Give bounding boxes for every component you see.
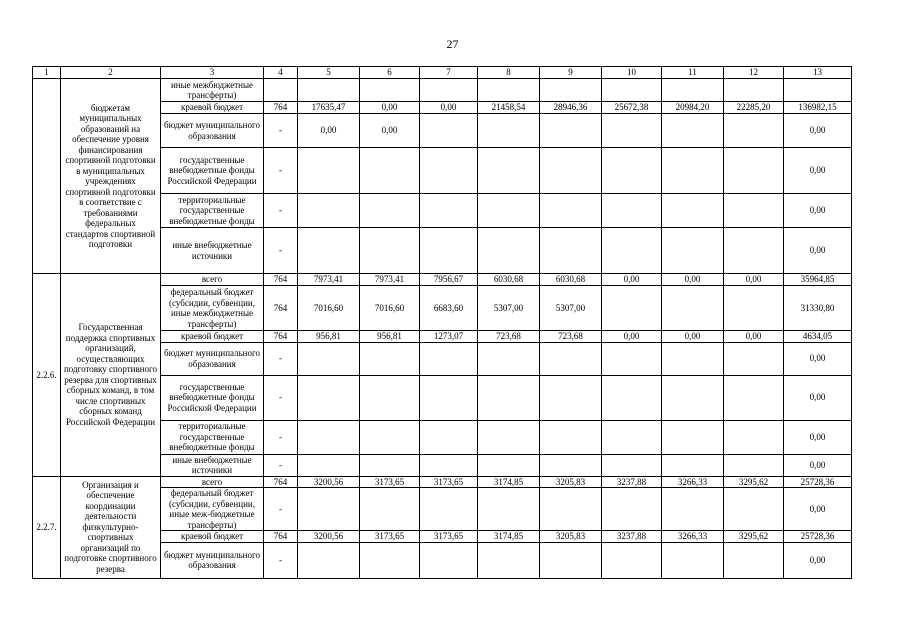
funding-source: государственные внебюджетные фонды Российской Федерации bbox=[161, 148, 264, 194]
amount-cell bbox=[602, 542, 662, 578]
amount-cell bbox=[540, 148, 602, 194]
amount-cell: 5307,00 bbox=[540, 286, 602, 331]
amount-cell bbox=[724, 114, 784, 148]
amount-cell: 3173,65 bbox=[420, 531, 478, 543]
column-header: 7 bbox=[420, 67, 478, 79]
column-header: 5 bbox=[298, 67, 360, 79]
amount-cell: 0,00 bbox=[784, 342, 852, 375]
budget-code: - bbox=[264, 542, 298, 578]
amount-cell bbox=[602, 114, 662, 148]
amount-cell: 35964,85 bbox=[784, 274, 852, 286]
item-name: Организация и обеспечение координации деятельности физкультурно-спортивных организаций по подготовке спортивного резерва bbox=[61, 476, 161, 578]
amount-cell: 17635,47 bbox=[298, 102, 360, 114]
amount-cell: 0,00 bbox=[784, 454, 852, 476]
amount-cell: 3174,85 bbox=[478, 476, 540, 488]
amount-cell bbox=[478, 420, 540, 454]
amount-cell bbox=[540, 79, 602, 102]
amount-cell bbox=[662, 148, 724, 194]
funding-source: краевой бюджет bbox=[161, 531, 264, 543]
amount-cell bbox=[420, 454, 478, 476]
amount-cell: 956,81 bbox=[298, 331, 360, 343]
funding-source: бюджет муниципального образования bbox=[161, 342, 264, 375]
amount-cell bbox=[602, 420, 662, 454]
amount-cell: 956,81 bbox=[360, 331, 420, 343]
amount-cell bbox=[724, 148, 784, 194]
amount-cell bbox=[420, 420, 478, 454]
budget-code: - bbox=[264, 375, 298, 420]
amount-cell bbox=[540, 194, 602, 228]
amount-cell: 6030,68 bbox=[540, 274, 602, 286]
budget-code: - bbox=[264, 148, 298, 194]
amount-cell bbox=[724, 542, 784, 578]
amount-cell bbox=[420, 148, 478, 194]
amount-cell bbox=[662, 375, 724, 420]
amount-cell bbox=[420, 375, 478, 420]
funding-source: федеральный бюджет (субсидии, субвенции, иные меж-бюджетные трансферты) bbox=[161, 488, 264, 531]
column-header: 13 bbox=[784, 67, 852, 79]
amount-cell bbox=[724, 488, 784, 531]
amount-cell bbox=[602, 148, 662, 194]
amount-cell bbox=[298, 420, 360, 454]
budget-code: - bbox=[264, 420, 298, 454]
table-row bbox=[33, 476, 852, 488]
amount-cell bbox=[662, 79, 724, 102]
amount-cell bbox=[540, 342, 602, 375]
amount-cell bbox=[360, 454, 420, 476]
budget-code: 764 bbox=[264, 331, 298, 343]
amount-cell: 723,68 bbox=[540, 331, 602, 343]
amount-cell bbox=[420, 114, 478, 148]
amount-cell bbox=[540, 488, 602, 531]
amount-cell: 31330,80 bbox=[784, 286, 852, 331]
amount-cell: 3173,65 bbox=[360, 476, 420, 488]
column-header: 12 bbox=[724, 67, 784, 79]
amount-cell bbox=[662, 286, 724, 331]
amount-cell bbox=[602, 488, 662, 531]
amount-cell bbox=[724, 228, 784, 274]
page-number: 27 bbox=[446, 37, 459, 51]
amount-cell bbox=[662, 488, 724, 531]
funding-source: всего bbox=[161, 476, 264, 488]
amount-cell bbox=[602, 79, 662, 102]
amount-cell bbox=[724, 420, 784, 454]
funding-source: государственные внебюджетные фонды Российской Федерации bbox=[161, 375, 264, 420]
funding-source: иные межбюджетные трансферты) bbox=[161, 79, 264, 102]
amount-cell: 3205,83 bbox=[540, 476, 602, 488]
amount-cell bbox=[360, 420, 420, 454]
amount-cell bbox=[478, 194, 540, 228]
amount-cell bbox=[478, 488, 540, 531]
amount-cell: 6030,68 bbox=[478, 274, 540, 286]
amount-cell bbox=[420, 79, 478, 102]
amount-cell: 7016,60 bbox=[298, 286, 360, 331]
item-number bbox=[33, 79, 61, 274]
funding-source: федеральный бюджет (субсидии, субвенции, иные межбюджетные трансферты) bbox=[161, 286, 264, 331]
amount-cell bbox=[478, 228, 540, 274]
amount-cell bbox=[662, 342, 724, 375]
budget-code: - bbox=[264, 454, 298, 476]
amount-cell bbox=[662, 454, 724, 476]
amount-cell: 0,00 bbox=[784, 488, 852, 531]
amount-cell: 0,00 bbox=[360, 114, 420, 148]
column-header: 1 bbox=[33, 67, 61, 79]
amount-cell: 3237,88 bbox=[602, 476, 662, 488]
amount-cell bbox=[360, 194, 420, 228]
amount-cell bbox=[540, 228, 602, 274]
funding-source: территориальные государственные внебюджетные фонды bbox=[161, 420, 264, 454]
amount-cell: 3237,88 bbox=[602, 531, 662, 543]
amount-cell: 22285,20 bbox=[724, 102, 784, 114]
amount-cell: 4634,05 bbox=[784, 331, 852, 343]
amount-cell bbox=[662, 114, 724, 148]
amount-cell: 0,00 bbox=[298, 114, 360, 148]
item-number: 2.2.7. bbox=[33, 476, 61, 578]
funding-source: иные внебюджетные источники bbox=[161, 454, 264, 476]
amount-cell: 3295,62 bbox=[724, 476, 784, 488]
amount-cell bbox=[662, 542, 724, 578]
column-header: 6 bbox=[360, 67, 420, 79]
amount-cell: 0,00 bbox=[784, 114, 852, 148]
amount-cell: 3295,62 bbox=[724, 531, 784, 543]
amount-cell: 3266,33 bbox=[662, 476, 724, 488]
amount-cell bbox=[724, 79, 784, 102]
budget-code bbox=[264, 79, 298, 102]
budget-code: 764 bbox=[264, 531, 298, 543]
column-header: 2 bbox=[61, 67, 161, 79]
amount-cell: 723,68 bbox=[478, 331, 540, 343]
amount-cell bbox=[298, 542, 360, 578]
amount-cell: 25728,36 bbox=[784, 531, 852, 543]
funding-source: бюджет муниципального образования bbox=[161, 542, 264, 578]
amount-cell bbox=[478, 148, 540, 194]
amount-cell: 6683,60 bbox=[420, 286, 478, 331]
budget-code: 764 bbox=[264, 274, 298, 286]
amount-cell bbox=[420, 228, 478, 274]
amount-cell: 25672,38 bbox=[602, 102, 662, 114]
amount-cell bbox=[602, 286, 662, 331]
amount-cell bbox=[602, 194, 662, 228]
amount-cell bbox=[478, 79, 540, 102]
amount-cell: 28946,36 bbox=[540, 102, 602, 114]
amount-cell bbox=[478, 375, 540, 420]
amount-cell: 3266,33 bbox=[662, 531, 724, 543]
amount-cell bbox=[540, 454, 602, 476]
amount-cell: 0,00 bbox=[420, 102, 478, 114]
amount-cell bbox=[420, 488, 478, 531]
amount-cell: 7956,67 bbox=[420, 274, 478, 286]
amount-cell bbox=[420, 542, 478, 578]
budget-code: 764 bbox=[264, 286, 298, 331]
amount-cell bbox=[724, 375, 784, 420]
amount-cell bbox=[602, 375, 662, 420]
amount-cell: 0,00 bbox=[360, 102, 420, 114]
amount-cell: 0,00 bbox=[784, 375, 852, 420]
amount-cell: 5307,00 bbox=[478, 286, 540, 331]
budget-code: - bbox=[264, 228, 298, 274]
amount-cell: 0,00 bbox=[784, 420, 852, 454]
amount-cell: 3174,85 bbox=[478, 531, 540, 543]
amount-cell bbox=[602, 228, 662, 274]
budget-code: - bbox=[264, 342, 298, 375]
amount-cell: 0,00 bbox=[662, 331, 724, 343]
amount-cell: 0,00 bbox=[784, 542, 852, 578]
amount-cell bbox=[602, 454, 662, 476]
amount-cell bbox=[724, 454, 784, 476]
amount-cell: 136982,15 bbox=[784, 102, 852, 114]
budget-code: 764 bbox=[264, 102, 298, 114]
header-row bbox=[33, 67, 852, 79]
column-header: 10 bbox=[602, 67, 662, 79]
amount-cell bbox=[724, 194, 784, 228]
table-row bbox=[33, 274, 852, 286]
amount-cell bbox=[478, 342, 540, 375]
amount-cell bbox=[298, 79, 360, 102]
amount-cell bbox=[478, 454, 540, 476]
amount-cell: 0,00 bbox=[784, 194, 852, 228]
amount-cell bbox=[298, 228, 360, 274]
table-row bbox=[33, 79, 852, 102]
amount-cell bbox=[478, 114, 540, 148]
item-name: бюджетам муниципальных образований на обеспечение уровня финансирования спортивной подготовки в муниципальных учреждениях спортивной подготовки в соответствие с требованиями федеральных стандартов спортивной подготовки bbox=[61, 79, 161, 274]
amount-cell bbox=[724, 286, 784, 331]
amount-cell bbox=[478, 542, 540, 578]
amount-cell: 3205,83 bbox=[540, 531, 602, 543]
amount-cell: 7016,60 bbox=[360, 286, 420, 331]
budget-code: - bbox=[264, 194, 298, 228]
amount-cell: 25728,36 bbox=[784, 476, 852, 488]
funding-source: иные внебюджетные источники bbox=[161, 228, 264, 274]
budget-table bbox=[32, 66, 852, 579]
amount-cell: 3173,65 bbox=[420, 476, 478, 488]
amount-cell: 20984,20 bbox=[662, 102, 724, 114]
amount-cell bbox=[602, 342, 662, 375]
amount-cell bbox=[784, 79, 852, 102]
amount-cell bbox=[662, 228, 724, 274]
column-header: 8 bbox=[478, 67, 540, 79]
column-header: 11 bbox=[662, 67, 724, 79]
amount-cell bbox=[360, 342, 420, 375]
amount-cell bbox=[360, 228, 420, 274]
column-header: 3 bbox=[161, 67, 264, 79]
budget-code: - bbox=[264, 488, 298, 531]
amount-cell bbox=[298, 488, 360, 531]
amount-cell: 3200,56 bbox=[298, 531, 360, 543]
amount-cell bbox=[662, 420, 724, 454]
amount-cell: 0,00 bbox=[784, 148, 852, 194]
amount-cell: 0,00 bbox=[784, 228, 852, 274]
amount-cell: 21458,54 bbox=[478, 102, 540, 114]
amount-cell bbox=[360, 148, 420, 194]
budget-code: - bbox=[264, 114, 298, 148]
amount-cell bbox=[298, 148, 360, 194]
amount-cell: 3200,56 bbox=[298, 476, 360, 488]
funding-source: территориальные государственные внебюджетные фонды bbox=[161, 194, 264, 228]
budget-code: 764 bbox=[264, 476, 298, 488]
funding-source: бюджет муниципального образования bbox=[161, 114, 264, 148]
column-header: 4 bbox=[264, 67, 298, 79]
amount-cell bbox=[662, 194, 724, 228]
amount-cell bbox=[420, 342, 478, 375]
amount-cell bbox=[360, 375, 420, 420]
item-name: Государственная поддержка спортивных организаций, осуществляющих подготовку спортивного резерва для спортивных сборных команд, в том числе спортивных сборных команд Российской Федерации bbox=[61, 274, 161, 477]
amount-cell: 0,00 bbox=[602, 331, 662, 343]
amount-cell bbox=[540, 420, 602, 454]
column-header: 9 bbox=[540, 67, 602, 79]
amount-cell bbox=[540, 375, 602, 420]
amount-cell: 1273,07 bbox=[420, 331, 478, 343]
amount-cell bbox=[540, 114, 602, 148]
amount-cell bbox=[298, 342, 360, 375]
amount-cell: 0,00 bbox=[724, 274, 784, 286]
amount-cell bbox=[360, 488, 420, 531]
amount-cell bbox=[298, 454, 360, 476]
amount-cell: 3173,65 bbox=[360, 531, 420, 543]
amount-cell: 0,00 bbox=[602, 274, 662, 286]
amount-cell bbox=[724, 342, 784, 375]
amount-cell: 7973,41 bbox=[298, 274, 360, 286]
item-number: 2.2.6. bbox=[33, 274, 61, 477]
amount-cell bbox=[540, 542, 602, 578]
amount-cell bbox=[298, 375, 360, 420]
funding-source: краевой бюджет bbox=[161, 331, 264, 343]
amount-cell bbox=[360, 542, 420, 578]
funding-source: всего bbox=[161, 274, 264, 286]
amount-cell bbox=[360, 79, 420, 102]
amount-cell: 0,00 bbox=[724, 331, 784, 343]
amount-cell bbox=[420, 194, 478, 228]
amount-cell bbox=[298, 194, 360, 228]
amount-cell: 0,00 bbox=[662, 274, 724, 286]
amount-cell: 7973,41 bbox=[360, 274, 420, 286]
funding-source: краевой бюджет bbox=[161, 102, 264, 114]
